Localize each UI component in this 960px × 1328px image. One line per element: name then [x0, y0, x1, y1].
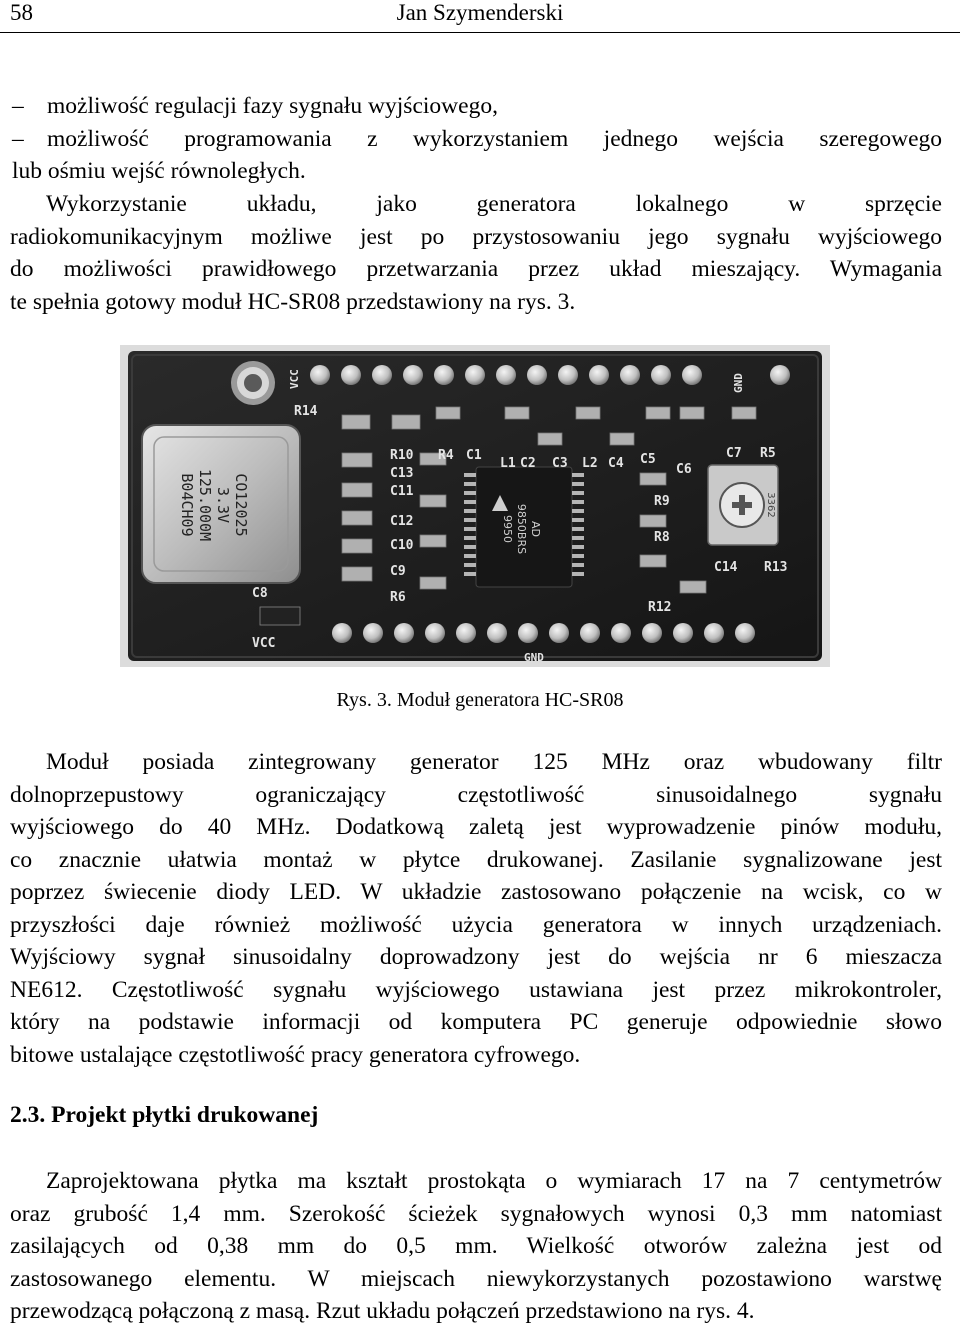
pcb-label: C12: [390, 514, 414, 529]
text-line: radiokomunikacyjnym możliwe jest po przystosowaniu jego sygnału wyjściowego: [10, 223, 942, 250]
pcb-label: R9: [654, 494, 670, 509]
caption-label: Rys. 3.: [336, 689, 392, 711]
text-line: Wykorzystanie układu, jako generatora lokalnego w sprzęcie: [46, 191, 942, 217]
text-line: bitowe ustalające częstotliwość pracy generatora cyfrowego.: [10, 1041, 581, 1068]
text-line: który na podstawie informacji od komputera PC generuje odpowiednie słowo: [10, 1009, 942, 1035]
pcb-label: L1: [500, 456, 516, 471]
pcb-label: R5: [760, 446, 776, 461]
list-item: [12, 123, 942, 156]
pcb-label: C9: [390, 564, 406, 579]
pcb-label: R6: [390, 590, 406, 605]
pcb-label: R12: [648, 600, 672, 615]
pcb-label: C14: [714, 560, 738, 575]
trimmer-potentiometer: [708, 465, 778, 545]
text-line: poprzez świecenie diody LED. W układzie zastosowano połączenie na wcisk, co w: [10, 879, 942, 905]
text-line: te spełnia gotowy moduł HC-SR08 przedstawiony na rys. 3.: [10, 288, 576, 315]
chip-marking: 9950: [501, 515, 514, 543]
text-line: Wyjściowy sygnał sinusoidalny doprowadzony jest do wejścia nr 6 mieszacza: [10, 944, 942, 970]
pcb-label: L2: [582, 456, 598, 471]
pcb-label: GND: [524, 651, 544, 664]
chip-marking: 9850BRS: [515, 503, 528, 555]
text-line: co znacznie ułatwia montaż w płytce drukowanej. Zasilanie sygnalizowane jest: [10, 846, 942, 873]
dash-bullet-icon: –: [12, 93, 24, 119]
figure-pcb-photo: [120, 345, 830, 667]
text-line: przewodzącą połączoną z masą. Rzut układu połączeń przedstawiono na rys. 4.: [10, 1298, 755, 1324]
pcb-label: C3: [552, 456, 568, 471]
page-header: [0, 0, 960, 33]
text-line: oraz grubość 1,4 mm. Szerokość ścieżek sygnałowych wynosi 0,3 mm natomiast: [10, 1200, 942, 1227]
list-item-text: możliwość programowania z wykorzystaniem jednego wejścia szeregowego: [47, 125, 942, 152]
pcb-label: C8: [252, 586, 268, 601]
pcb-label: GND: [732, 373, 745, 393]
text-line: do możliwości prawidłowego przetwarzania przez układ mieszający. Wymagania: [10, 256, 942, 282]
osc-marking: CO12025: [232, 473, 250, 537]
pcb-label: C2: [520, 456, 536, 471]
pcb-label: C4: [608, 456, 624, 471]
pcb-label: C6: [676, 462, 692, 477]
text-line: dolnoprzepustowy ograniczający częstotliwość sinusoidalnego sygnału: [10, 781, 942, 808]
text-line: zastosowanego elementu. W miejscach niewykorzystanych pozostawiono warstwę: [10, 1265, 942, 1292]
pot-marking: 3362: [765, 492, 776, 518]
dash-bullet-icon: –: [12, 125, 24, 152]
pcb-label: C1: [466, 448, 482, 463]
crystal-oscillator: [142, 425, 300, 583]
text-line: NE612. Częstotliwość sygnału wyjściowego ustawiana jest przez mikrokontroler,: [10, 976, 942, 1003]
list-item: [12, 90, 942, 123]
pcb-label: C13: [390, 466, 414, 481]
pcb-label: R14: [294, 404, 318, 419]
paragraph-intro: [10, 188, 942, 318]
list-item-continuation: [12, 155, 942, 188]
osc-marking: B04CH09: [178, 473, 196, 537]
pcb-label: C7: [726, 446, 742, 461]
pcb-label: VCC: [288, 369, 301, 389]
section-heading: 2.3. Projekt płytki drukowanej: [10, 1102, 319, 1128]
text-line: zasilających od 0,38 mm do 0,5 mm. Wielkość otworów zależna jest od: [10, 1233, 942, 1259]
figure-caption: [0, 689, 960, 712]
list-item-text: możliwość regulacji fazy sygnału wyjściowego,: [47, 93, 498, 119]
pcb-label: C10: [390, 538, 414, 553]
pcb-label: C5: [640, 452, 656, 467]
osc-marking: 3.3V: [214, 486, 232, 524]
text-line: Moduł posiada zintegrowany generator 125 MHz oraz wbudowany filtr: [46, 749, 942, 775]
caption-text: Moduł generatora HC-SR08: [396, 689, 624, 711]
text-line: przyszłości daje również możliwość użycia generatora w innych urządzeniach.: [10, 911, 942, 938]
paragraph-module-description: [10, 746, 942, 1071]
dds-chip: [464, 467, 584, 587]
pcb-label: VCC: [252, 636, 276, 651]
list-item-text: lub ośmiu wejść równoległych.: [12, 158, 306, 184]
page-number: 58: [10, 0, 33, 25]
pcb-module-image: [120, 345, 830, 667]
osc-marking: 125.000M: [196, 468, 214, 542]
text-line: Zaprojektowana płytka ma kształt prostokąta o wymiarach 17 na 7 centymetrów: [46, 1168, 942, 1194]
feature-list: [12, 90, 942, 188]
text-line: wyjściowego do 40 MHz. Dodatkową zaletą jest wyprowadzenie pinów modułu,: [10, 814, 942, 840]
pcb-label: C11: [390, 484, 414, 499]
pcb-label: R13: [764, 560, 788, 575]
pcb-label: R10: [390, 448, 414, 463]
chip-marking: AD: [529, 521, 542, 537]
paragraph-pcb-design: [10, 1165, 942, 1328]
pcb-label: R8: [654, 530, 670, 545]
pcb-label: R4: [438, 448, 454, 463]
running-author: Jan Szymenderski: [396, 0, 564, 25]
